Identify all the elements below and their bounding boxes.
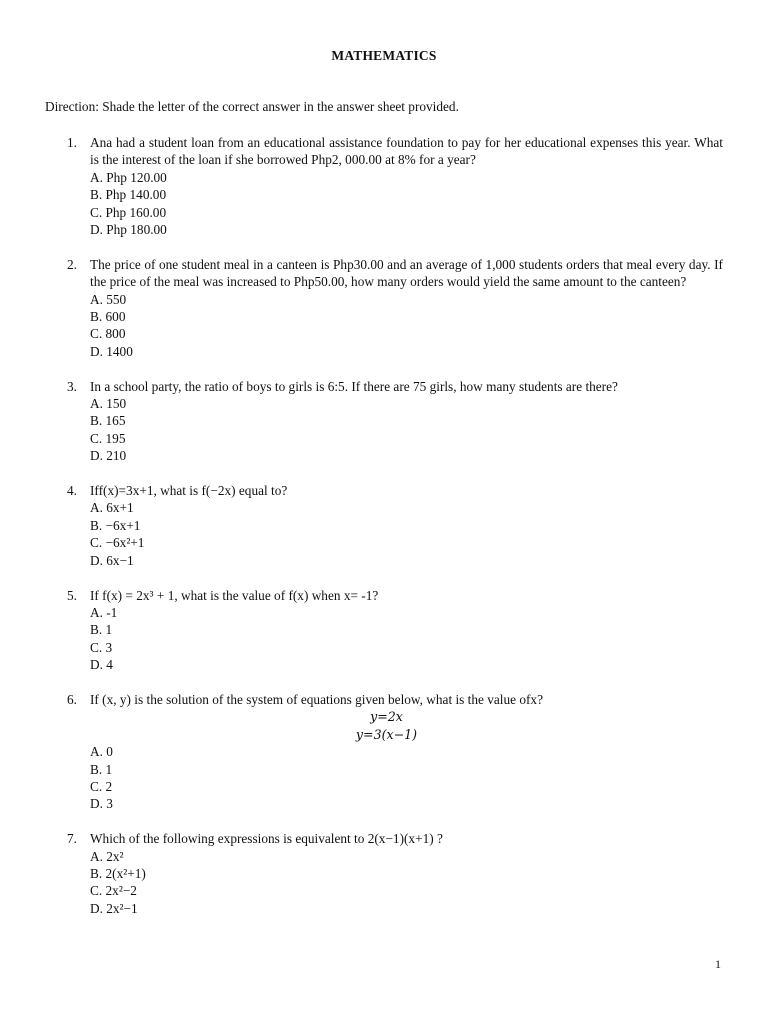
answer-options (90, 604, 723, 674)
option-a: A. Php 120.00 (90, 169, 167, 185)
question-6 (0, 691, 768, 813)
option-b: B. −6x+1 (90, 517, 141, 533)
option-d: D. 3 (90, 796, 113, 812)
question-number: 1. (67, 135, 77, 150)
question-text: Iff(x)=3x+1, what is f(−2x) equal to? (90, 483, 288, 499)
option-a: A. -1 (90, 604, 118, 620)
question-text: The price of one student meal in a canteen is Php30.00 and an average of 1,000 students orders that meal every day. If the price of the meal was increased to Php50.00, how many orders would yield the same amount to the canteen? (90, 256, 723, 290)
question-text: Which of the following expressions is equivalent to 2(x−1)(x+1) ? (90, 831, 443, 847)
question-number: 4. (67, 483, 77, 499)
option-a: A. 0 (90, 744, 113, 760)
question-text: If (x, y) is the solution of the system of equations given below, what is the value ofx? (90, 691, 543, 707)
answer-options (90, 395, 723, 465)
option-c: C. −6x²+1 (90, 535, 145, 551)
question-list (0, 134, 768, 935)
option-c: C. 195 (90, 430, 126, 446)
question-number: 2. (67, 256, 77, 272)
option-a: A. 6x+1 (90, 500, 134, 516)
question-2 (0, 256, 768, 360)
option-b: B. 2(x²+1) (90, 865, 146, 881)
question-7 (0, 830, 768, 917)
question-text: In a school party, the ratio of boys to girls is 6:5. If there are 75 girls, how many students are there? (90, 378, 618, 394)
option-d: D. 210 (90, 448, 127, 464)
option-d: D. 6x−1 (90, 552, 134, 568)
option-d: D. 2x²−1 (90, 900, 138, 916)
option-b: B. 165 (90, 413, 126, 429)
option-b: B. 1 (90, 622, 113, 638)
answer-options (90, 743, 723, 813)
option-c: C. 3 (90, 639, 113, 655)
answer-options (90, 499, 723, 569)
option-d: D. 1400 (90, 343, 133, 359)
option-c: C. 2 (90, 778, 113, 794)
question-4 (0, 482, 768, 569)
page-title: MATHEMATICS (331, 48, 437, 63)
option-b: B. Php 140.00 (90, 187, 167, 203)
question-text: If f(x) = 2x³ + 1, what is the value of f(x) when x= -1? (90, 587, 379, 603)
question-number: 3. (67, 378, 77, 394)
question-text: Ana had a student loan from an educational assistance foundation to pay for her educational expenses this year. What is the interest of the loan if she borrowed Php2, 000.00 at 8% for a year? (90, 135, 723, 168)
answer-options (90, 169, 723, 239)
page-number: 1 (715, 957, 721, 971)
question-1 (0, 134, 768, 238)
option-a: A. 550 (90, 291, 127, 307)
answer-options (90, 291, 723, 361)
question-5 (0, 587, 768, 674)
option-b: B. 1 (90, 761, 113, 777)
option-c: C. 2x²−2 (90, 883, 137, 899)
question-3 (0, 378, 768, 465)
option-a: A. 2x² (90, 848, 124, 864)
option-c: C. Php 160.00 (90, 204, 167, 220)
option-d: D. Php 180.00 (90, 222, 167, 238)
question-number: 6. (67, 691, 77, 707)
option-b: B. 600 (90, 309, 126, 325)
option-d: D. 4 (90, 657, 113, 673)
question-number: 5. (67, 587, 77, 603)
equation-1: y=2x (370, 709, 403, 725)
direction-text: Direction: Shade the letter of the correct answer in the answer sheet provided. (45, 99, 459, 114)
question-number: 7. (67, 831, 77, 847)
option-c: C. 800 (90, 326, 126, 342)
answer-options (90, 848, 723, 918)
option-a: A. 150 (90, 396, 127, 412)
equation-2: y=3(x−1) (355, 726, 418, 742)
